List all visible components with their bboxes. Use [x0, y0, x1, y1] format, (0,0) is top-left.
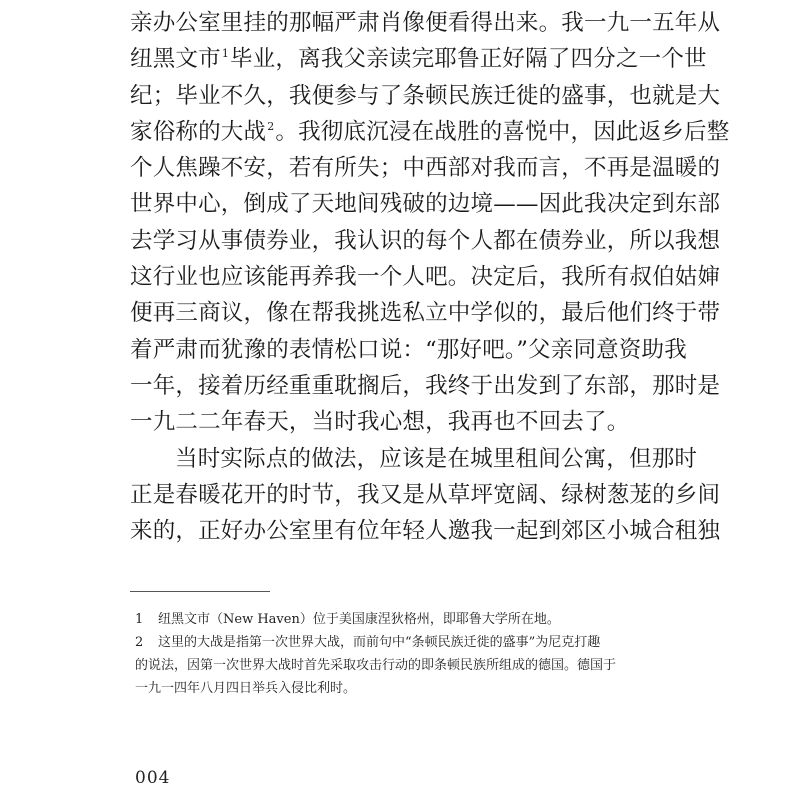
text-line	[130, 41, 707, 77]
text-line: 纪；毕业不久，我便参与了条顿民族迁徙的盛事，也就是大	[130, 82, 721, 109]
footnote-number: 2	[135, 635, 144, 650]
text-fragment: 。我彻底沉浸在战胜的喜悦中，因此返乡后整	[275, 118, 730, 145]
footnote-divider	[130, 591, 270, 592]
text-line	[130, 114, 730, 150]
text-line: 一九二二年春天，当时我心想，我再也不回去了。	[130, 409, 630, 436]
text-fragment: 纽黑文市	[130, 46, 221, 73]
text-line: 一年，接着历经重重耽搁后，我终于出发到了东部，那时是	[130, 372, 721, 399]
body-text	[130, 5, 730, 549]
text-line: 正是春暖花开的时节，我又是从草坪宽阔、绿树葱茏的乡间	[130, 481, 721, 508]
text-line: 这行业也应该能再养我一个人吧。决定后，我所有叔伯姑婶	[130, 264, 721, 291]
text-line: 亲办公室里挂的那幅严肃肖像便看得出来。我一九一五年从	[130, 10, 721, 36]
footnote-text: 纽黑文市（New Haven）位于美国康涅狄格州，即耶鲁大学所在地。	[158, 612, 560, 627]
text-line: 来的，正好办公室里有位年轻人邀我一起到郊区小城合租独	[130, 518, 721, 545]
footnotes	[135, 608, 655, 700]
text-line: 便再三商议，像在帮我挑选私立中学似的，最后他们终于带	[130, 300, 721, 327]
text-line: 去学习从事债券业，我认识的每个人都在债券业，所以我想	[130, 227, 721, 254]
paragraph-start-line: 当时实际点的做法，应该是在城里租间公寓，但那时	[175, 445, 698, 472]
text-line: 着严肃而犹豫的表情松口说：“那好吧。”父亲同意资助我	[130, 336, 687, 363]
footnote-text: 这里的大战是指第一次世界大战，而前句中“条顿民族迁徙的盛事”为尼克打趣	[158, 635, 601, 650]
footnote-2	[135, 631, 655, 654]
text-fragment: 毕业，离我父亲读完耶鲁正好隔了四分之一个世	[230, 46, 707, 73]
text-fragment: 家俗称的大战	[130, 118, 267, 145]
footnote-1	[135, 608, 655, 631]
footnote-ref-2[interactable]: 2	[267, 119, 275, 133]
text-line: 个人焦躁不安，若有所失；中西部对我而言，不再是温暖的	[130, 155, 721, 182]
footnote-ref-1[interactable]: 1	[221, 47, 230, 61]
footnote-number: 1	[135, 612, 144, 627]
footnote-2-continued: 的说法，因第一次世界大战时首先采取攻击行动的即条顿民族所组成的德国。德国于	[135, 658, 617, 673]
footnote-2-continued: 一九一四年八月四日举兵入侵比利时。	[135, 681, 357, 696]
page-number: 004	[135, 768, 171, 788]
text-line: 世界中心，倒成了天地间残破的边境——因此我决定到东部	[130, 191, 721, 218]
